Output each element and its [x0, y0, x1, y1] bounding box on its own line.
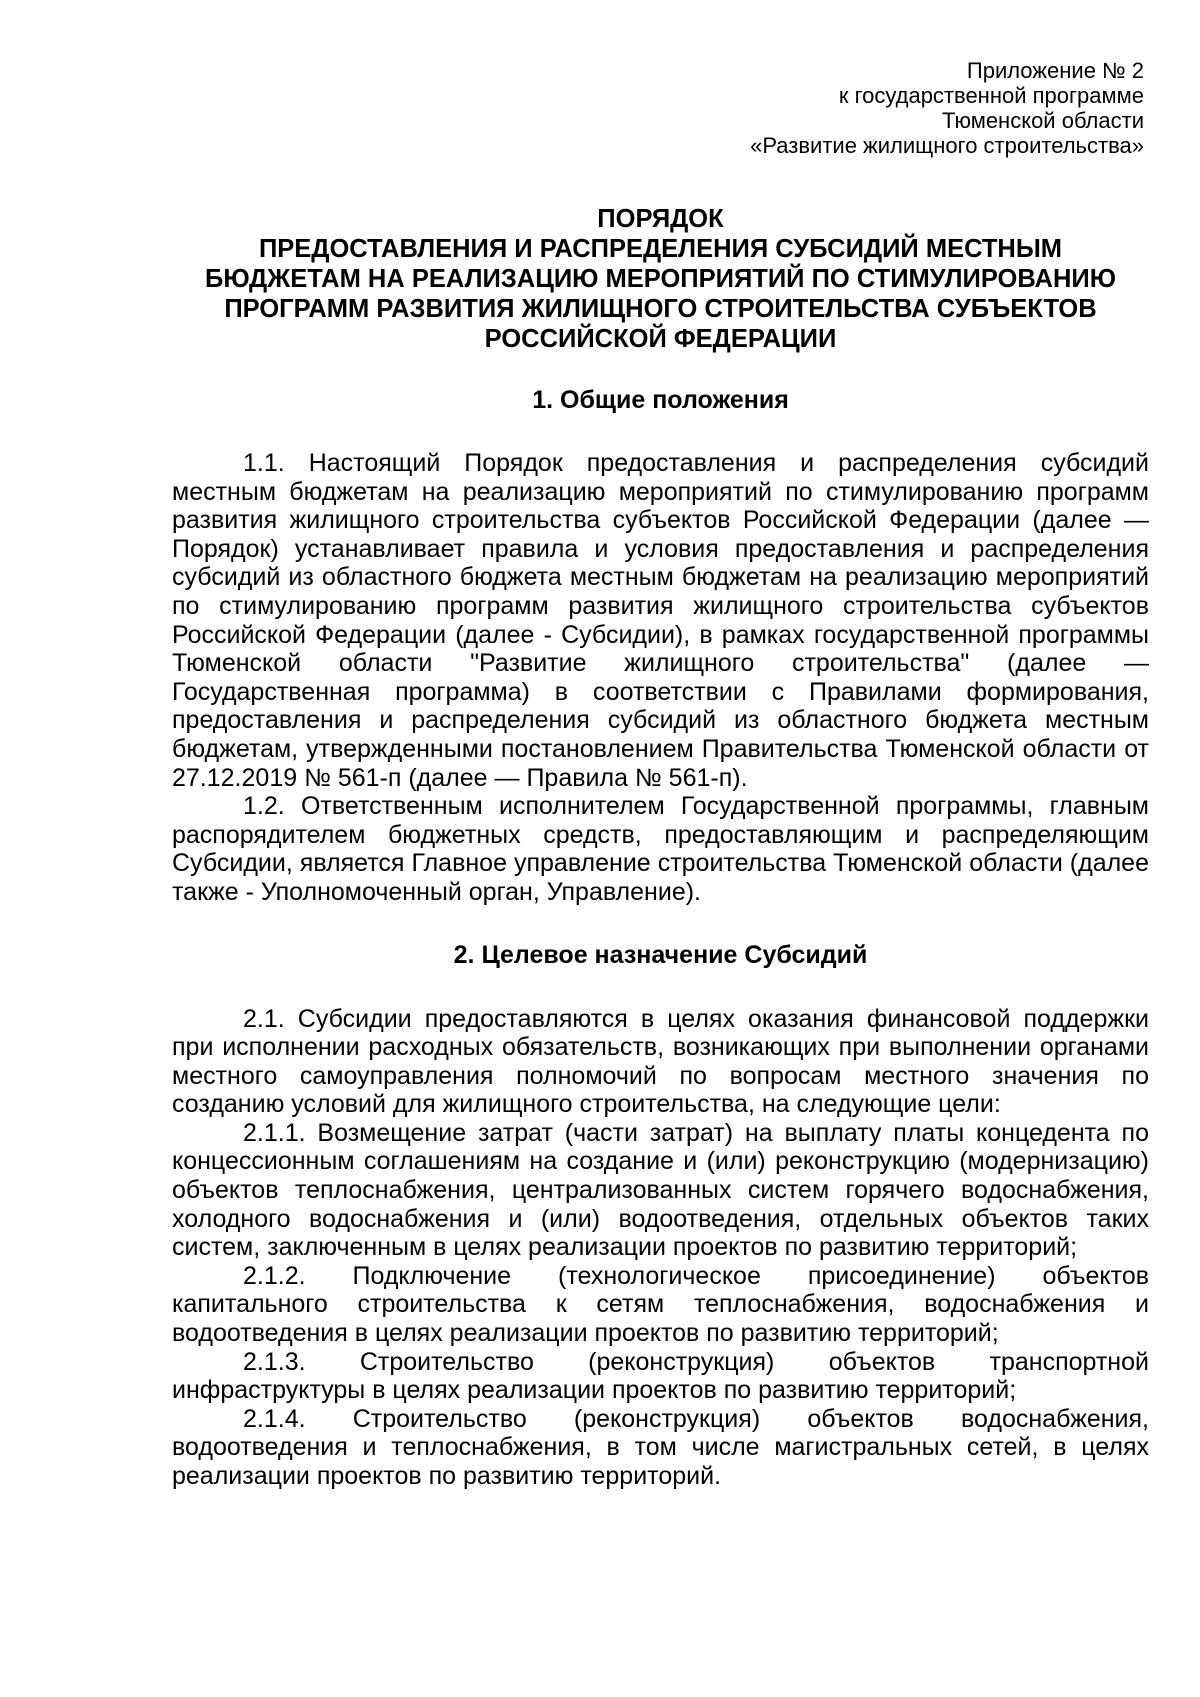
section-2-body [172, 1005, 1149, 1491]
section-2-heading: 2. Целевое назначение Субсидий [453, 940, 868, 969]
paragraph-2-1: 2.1. Субсидии предоставляются в целях оказания финансовой поддержки при исполнении расходных обязательств, возникающих при выполнении органами местного самоуправления полномочий по вопросам местного значения по созданию условий для жилищного строительства, на следующие цели: [172, 1004, 1149, 1119]
appendix-note [172, 58, 1144, 158]
paragraph-2-1-2: 2.1.2. Подключение (технологическое присоединение) объектов капитального строительства к сетям теплоснабжения, водоснабжения и водоотведения в целях реализации проектов по развитию территорий; [172, 1261, 1149, 1348]
paragraph-1-1: 1.1. Настоящий Порядок предоставления и распределения субсидий местным бюджетам на реализацию мероприятий по стимулированию программ развития жилищного строительства субъектов Российской Федерации (далее — Порядок) устанавливает правила и условия предоставления и распределения субсидий из областного бюджета местным бюджетам на реализацию мероприятий по стимулированию программ развития жилищного строительства субъектов Российской Федерации (далее - Субсидии), в рамках государственной программы Тюменской области "Развитие жилищного строительства" (далее — Государственная программа) в соответствии с Правилами формирования, предоставления и распределения субсидий из областного бюджета местным бюджетам, утвержденными постановлением Правительства Тюменской области от 27.12.2019 № 561-п (далее — Правила № 561-п). [172, 449, 1149, 792]
appendix-line-2: к государственной программе [838, 83, 1144, 108]
section-1-body [172, 449, 1149, 907]
paragraph-1-2: 1.2. Ответственным исполнителем Государственной программы, главным распорядителем бюджетных средств, предоставляющим и распределяющим Субсидии, является Главное управление строительства Тюменской области (далее также - Уполномоченный орган, Управление). [172, 792, 1149, 906]
title-line-4: ПРОГРАММ РАЗВИТИЯ ЖИЛИЩНОГО СТРОИТЕЛЬСТВА СУБЪЕКТОВ [224, 295, 1097, 323]
appendix-line-4: «Развитие жилищного строительства» [750, 133, 1144, 158]
paragraph-2-1-3: 2.1.3. Строительство (реконструкция) объектов транспортной инфраструктуры в целях реализации проектов по развитию территорий; [172, 1347, 1149, 1405]
paragraph-2-1-4: 2.1.4. Строительство (реконструкция) объектов водоснабжения, водоотведения и теплоснабжения, в том числе магистральных сетей, в целях реализации проектов по развитию территорий. [172, 1404, 1149, 1490]
appendix-line-3: Тюменской области [941, 108, 1144, 133]
title-line-5: РОССИЙСКОЙ ФЕДЕРАЦИИ [484, 325, 837, 353]
section-1-heading: 1. Общие положения [532, 386, 789, 414]
appendix-line-1: Приложение № 2 [966, 58, 1144, 83]
paragraph-2-1-1: 2.1.1. Возмещение затрат (части затрат) на выплату платы концедента по концессионным соглашениям на создание и (или) реконструкцию (модернизацию) объектов теплоснабжения, централизованных систем горячего водоснабжения, холодного водоснабжения и (или) водоотведения, отдельных объектов таких систем, заключенным в целях реализации проектов по развитию территорий; [172, 1118, 1149, 1262]
title-line-1: ПОРЯДОК [597, 205, 724, 233]
title-line-2: ПРЕДОСТАВЛЕНИЯ И РАСПРЕДЕЛЕНИЯ СУБСИДИЙ МЕСТНЫМ [258, 235, 1063, 263]
document-page [172, 58, 1149, 1491]
title-line-3: БЮДЖЕТАМ НА РЕАЛИЗАЦИЮ МЕРОПРИЯТИЙ ПО СТИМУЛИРОВАНИЮ [205, 265, 1116, 293]
document-title [172, 204, 1149, 354]
